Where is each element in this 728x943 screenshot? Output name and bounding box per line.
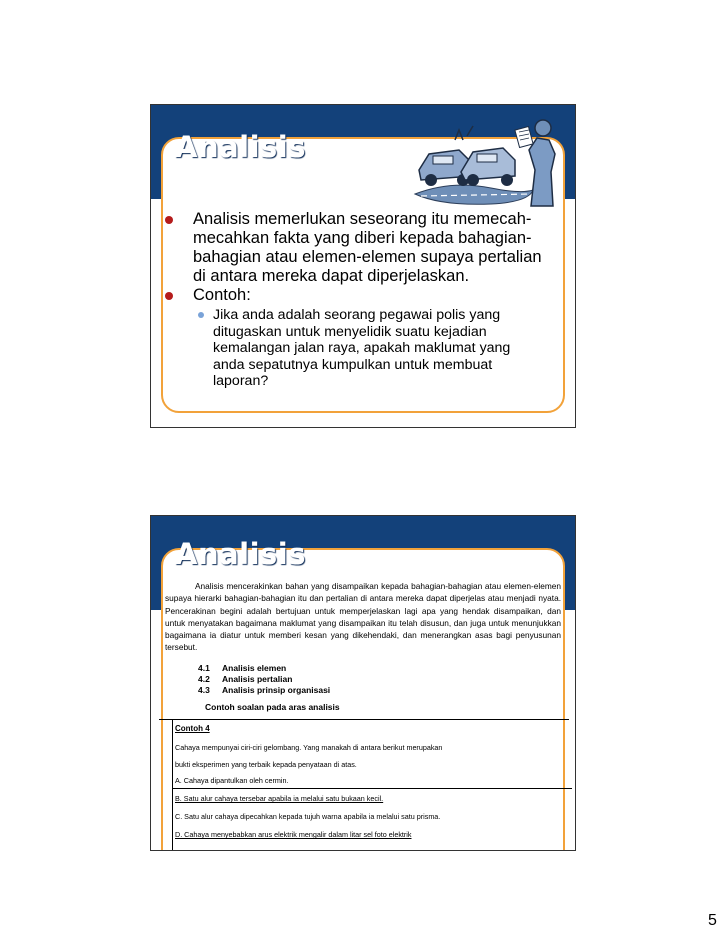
question-line: bukti eksperimen yang terbaik kepada penyataan di atas. — [175, 760, 357, 769]
bullet-dot-icon — [165, 216, 173, 224]
list-item — [198, 663, 330, 674]
answer-option: D. Cahaya menyebabkan arus elektrik mengalir dalam litar sel foto elektrik — [175, 830, 412, 839]
slide-title: Analisis — [175, 130, 307, 164]
paragraph-text: Analisis mencerakinkan bahan yang disampaikan kepada bahagian-bahagian atau elemen-elemen supaya hierarki bahagian-bahagian itu dan pertalian di antara mereka dapat diperjelas atau menjadi nyata. Pencerakinan begini adalah bertujuan untuk memperjelaskan lagi apa yang hendak disampaikan, dan untuk menyatakan bagaimana maklumat yang disampaikan itu telah disusun, dan juga untuk menunjukkan bagaimana ia diatur untuk memberi kesan yang dikehendaki, dan menerangkan asas bagi penyusunan tersebut. — [165, 581, 561, 653]
page-number: 5 — [708, 912, 717, 929]
list-number: 4.2 — [198, 674, 210, 684]
answer-option: C. Satu alur cahaya dipecahkan kepada tujuh warna apabila ia melalui satu prisma. — [175, 812, 441, 821]
body-paragraph — [165, 580, 561, 654]
list-label: Analisis pertalian — [222, 674, 293, 684]
answer-option: B. Satu alur cahaya tersebar apabila ia melalui satu bukaan kecil. — [175, 794, 384, 803]
question-line: Cahaya mempunyai ciri-ciri gelombang. Yang manakah di antara berikut merupakan — [175, 743, 443, 752]
sub-bullet-dot-icon — [198, 312, 204, 318]
bullet-text: Analisis memerlukan seseorang itu memecah-mecahkan fakta yang diberi kepada bahagian-bahagian atau elemen-elemen supaya pertalian di antara mereka dapat diperjelaskan. — [193, 210, 542, 285]
bullet-item — [165, 210, 545, 286]
slide-1 — [150, 104, 576, 428]
list-number: 4.1 — [198, 663, 210, 673]
list-number: 4.3 — [198, 685, 210, 695]
slide-2 — [150, 515, 576, 851]
question-box-border — [172, 719, 173, 850]
list-label: Analisis prinsip organisasi — [222, 685, 331, 695]
answer-option: A. Cahaya dipantulkan oleh cermin. — [175, 776, 289, 785]
list-item — [198, 685, 330, 696]
slide-title: Analisis — [175, 537, 307, 571]
question-label: Contoh 4 — [175, 724, 210, 733]
divider — [159, 719, 569, 720]
bullet-dot-icon — [165, 292, 173, 300]
example-heading: Contoh soalan pada aras analisis — [205, 702, 340, 712]
sub-bullet-text: Jika anda adalah seorang pegawai polis yang ditugaskan untuk menyelidik suatu kejadian kemalangan jalan raya, apakah maklumat yang anda sepatutnya kumpulkan untuk membuat laporan? — [213, 307, 511, 389]
list-item — [198, 674, 330, 685]
accident-clipart — [411, 110, 563, 210]
bullet-item — [165, 286, 545, 305]
divider — [172, 788, 572, 789]
list-label: Analisis elemen — [222, 663, 287, 673]
sub-bullet-item — [198, 307, 528, 390]
numbered-list — [198, 663, 330, 696]
bullet-text: Contoh: — [193, 286, 251, 304]
